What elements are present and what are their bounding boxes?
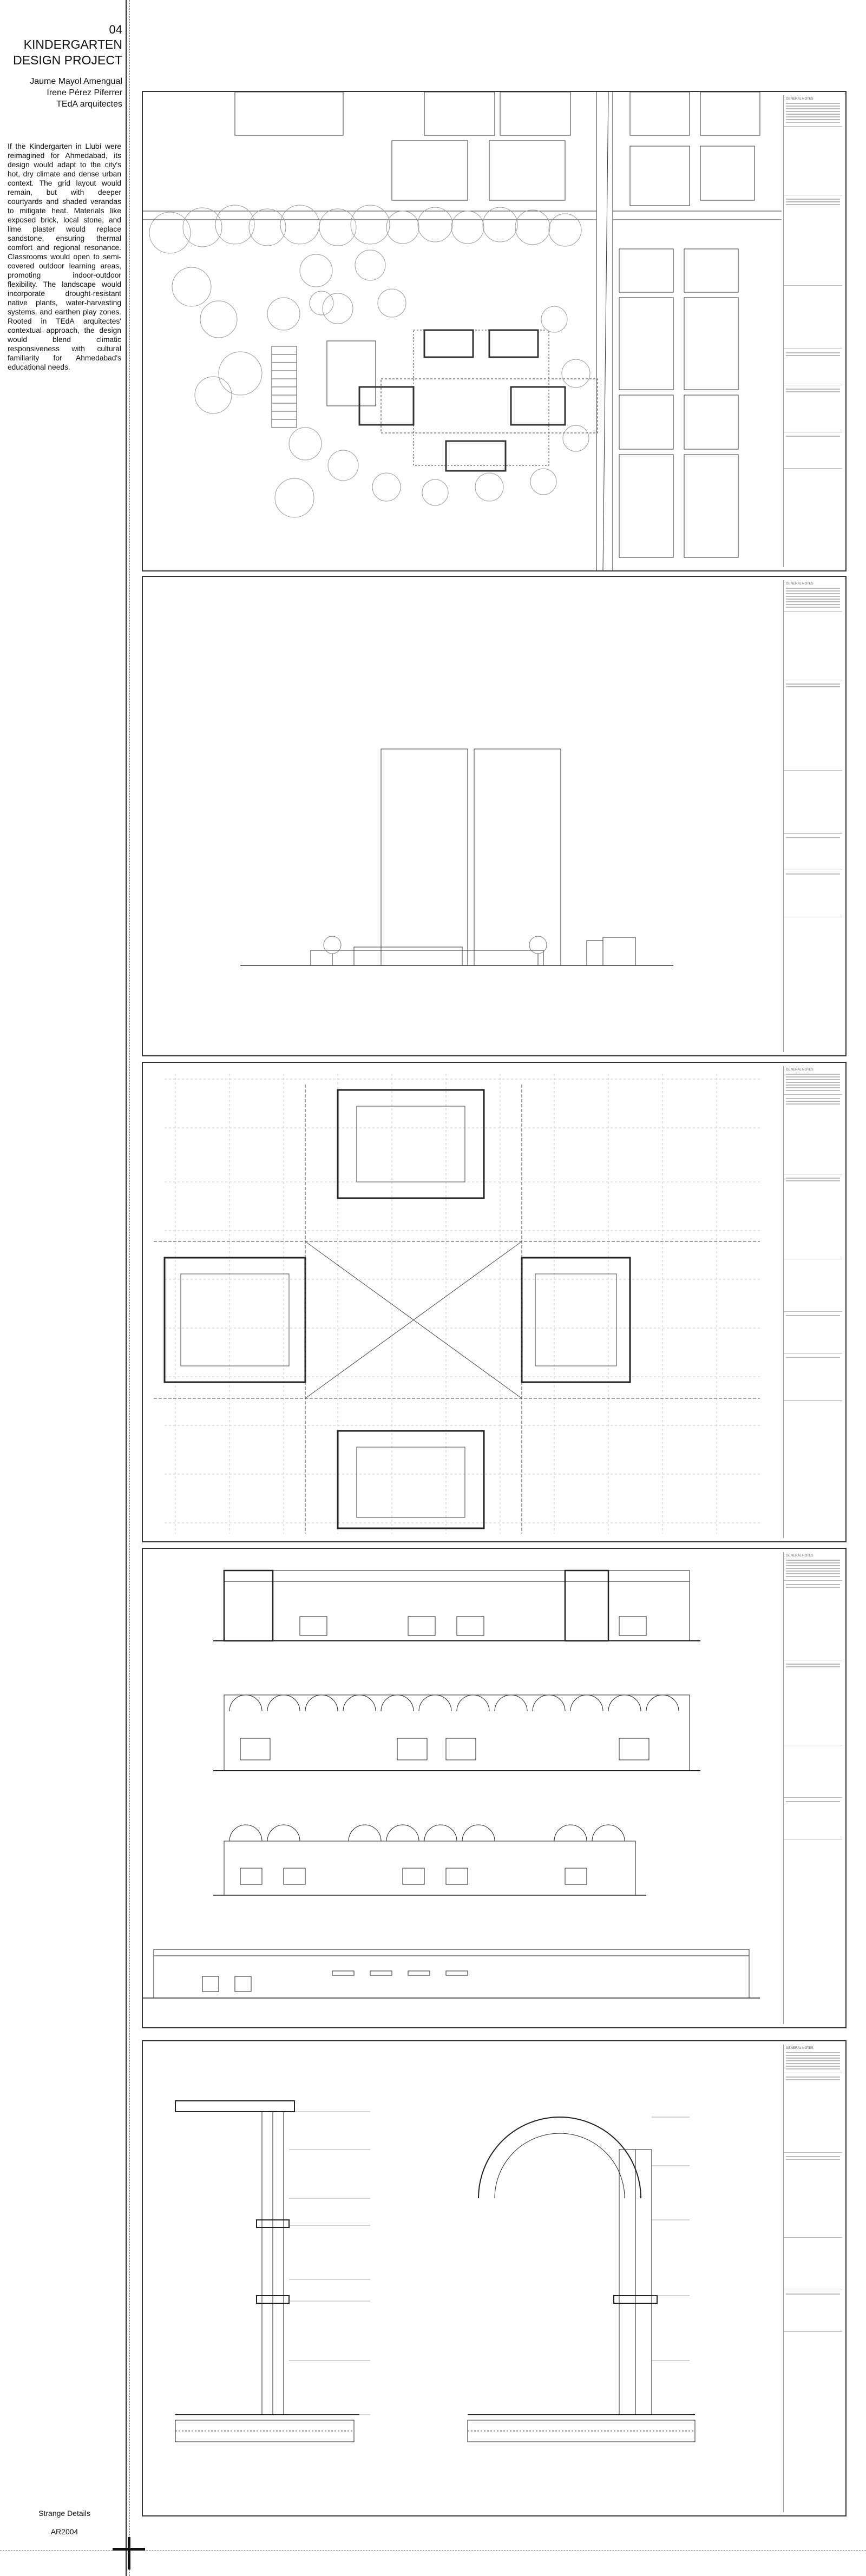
title-block	[783, 95, 842, 567]
author-1: Jaume Mayol Amengual	[30, 77, 122, 86]
wall-section-drawing	[143, 2041, 782, 2515]
title-block: GENERAL NOTES	[783, 1066, 842, 1538]
sheet-street-elevation	[142, 576, 847, 1056]
street-elevation-drawing	[143, 577, 782, 1055]
sheet-wall-sections	[142, 2040, 847, 2516]
sheet-ground-floor-plan	[142, 1062, 847, 1542]
title-block: GENERAL NOTES	[783, 1552, 842, 2024]
project-number: 04	[109, 23, 122, 36]
project-description: If the Kindergarten in Llubí were reimagined for Ahmedabad, its design would adapt to the city's hot, dry climate and dense urban context. The grid layout would remain, but with deeper courtyards and shaded verandas to mitigate heat. Materials like exposed brick, local stone, and lime plaster would replace sandstone, ensuring thermal comfort and regional resonance. Classrooms would open to semi-covered outdoor learning areas, promoting indoor-outdoor flexibility. The landscape would incorporate drought-resistant native plants, water-harvesting systems, and earthen play zones. Rooted in TEdA arquitectes' contextual approach, the design would blend climatic responsiveness with cultural familiarity for Ahmedabad's educational needs.	[8, 142, 121, 371]
floor-plan-drawing	[143, 1063, 782, 1541]
title-block-notes: GENERAL NOTES	[784, 95, 842, 127]
project-title	[6, 37, 122, 68]
title-block: GENERAL NOTES	[783, 2045, 842, 2512]
authors	[6, 76, 122, 110]
crosshair-mark-vertical	[128, 2537, 130, 2570]
author-2: Irene Pérez Piferrer	[47, 88, 122, 97]
footer-series: Strange Details	[38, 2509, 90, 2518]
structural-grid	[165, 1074, 760, 1534]
site-plan-drawing	[143, 92, 782, 570]
tree-canopies	[149, 205, 590, 517]
sheet-site-plan	[142, 91, 847, 571]
sections-drawing	[143, 1549, 782, 2027]
studio-name: TEdA arquitectes	[56, 100, 122, 109]
footer-code: AR2004	[50, 2527, 78, 2536]
title-line-1: KINDERGARTEN	[23, 37, 122, 51]
sidebar	[0, 0, 124, 2576]
title-block: GENERAL NOTES	[783, 580, 842, 1052]
title-line-2: DESIGN PROJECT	[13, 53, 122, 67]
vertical-divider	[126, 0, 130, 2576]
sheet-sections-elevations	[142, 1548, 847, 2028]
